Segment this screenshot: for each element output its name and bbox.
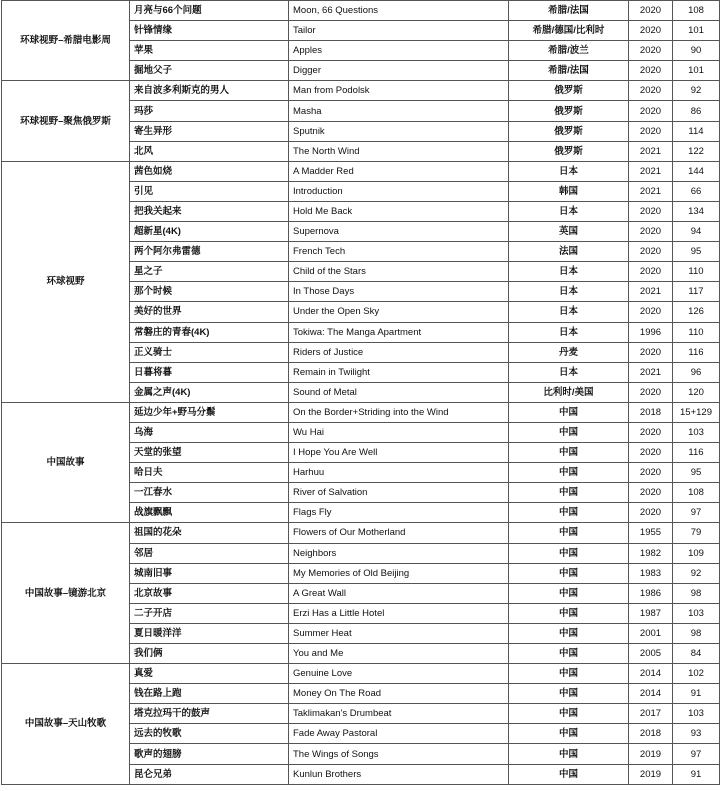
year: 2020 bbox=[629, 242, 673, 262]
chinese-title: 乌海 bbox=[130, 422, 289, 442]
year: 2020 bbox=[629, 21, 673, 41]
country: 中国 bbox=[509, 724, 629, 744]
country: 中国 bbox=[509, 463, 629, 483]
year: 2001 bbox=[629, 623, 673, 643]
runtime: 103 bbox=[673, 704, 720, 724]
year: 2020 bbox=[629, 443, 673, 463]
year: 1955 bbox=[629, 523, 673, 543]
chinese-title: 夏日暖洋洋 bbox=[130, 623, 289, 643]
runtime: 144 bbox=[673, 161, 720, 181]
year: 1986 bbox=[629, 583, 673, 603]
table-row bbox=[2, 1, 720, 21]
country: 希腊/法国 bbox=[509, 61, 629, 81]
english-title: The North Wind bbox=[289, 141, 509, 161]
runtime: 84 bbox=[673, 644, 720, 664]
chinese-title: 那个时候 bbox=[130, 282, 289, 302]
country: 中国 bbox=[509, 603, 629, 623]
runtime: 134 bbox=[673, 201, 720, 221]
country: 日本 bbox=[509, 322, 629, 342]
runtime: 97 bbox=[673, 744, 720, 764]
english-title: A Great Wall bbox=[289, 583, 509, 603]
english-title: Money On The Road bbox=[289, 684, 509, 704]
year: 2020 bbox=[629, 61, 673, 81]
country: 俄罗斯 bbox=[509, 121, 629, 141]
chinese-title: 二子开店 bbox=[130, 603, 289, 623]
table-row bbox=[2, 161, 720, 181]
chinese-title: 昆仑兄弟 bbox=[130, 764, 289, 784]
film-schedule-table bbox=[1, 0, 720, 785]
english-title: Genuine Love bbox=[289, 664, 509, 684]
country: 中国 bbox=[509, 543, 629, 563]
country: 中国 bbox=[509, 443, 629, 463]
country: 俄罗斯 bbox=[509, 141, 629, 161]
runtime: 86 bbox=[673, 101, 720, 121]
year: 2020 bbox=[629, 422, 673, 442]
year: 2020 bbox=[629, 81, 673, 101]
table-body bbox=[2, 1, 720, 785]
country: 中国 bbox=[509, 563, 629, 583]
country: 丹麦 bbox=[509, 342, 629, 362]
english-title: In Those Days bbox=[289, 282, 509, 302]
country: 中国 bbox=[509, 644, 629, 664]
chinese-title: 美好的世界 bbox=[130, 302, 289, 322]
english-title: A Madder Red bbox=[289, 161, 509, 181]
english-title: The Wings of Songs bbox=[289, 744, 509, 764]
english-title: Taklimakan's Drumbeat bbox=[289, 704, 509, 724]
runtime: 109 bbox=[673, 543, 720, 563]
year: 2020 bbox=[629, 483, 673, 503]
year: 1996 bbox=[629, 322, 673, 342]
english-title: Remain in Twilight bbox=[289, 362, 509, 382]
english-title: Hold Me Back bbox=[289, 201, 509, 221]
chinese-title: 月亮与66个问题 bbox=[130, 1, 289, 21]
country: 日本 bbox=[509, 262, 629, 282]
chinese-title: 常磐庄的青春(4K) bbox=[130, 322, 289, 342]
chinese-title: 金属之声(4K) bbox=[130, 382, 289, 402]
runtime: 93 bbox=[673, 724, 720, 744]
country: 俄罗斯 bbox=[509, 101, 629, 121]
country: 中国 bbox=[509, 684, 629, 704]
year: 2020 bbox=[629, 342, 673, 362]
country: 中国 bbox=[509, 503, 629, 523]
english-title: Neighbors bbox=[289, 543, 509, 563]
runtime: 101 bbox=[673, 21, 720, 41]
section-name: 环球视野–聚焦俄罗斯 bbox=[2, 81, 130, 161]
table-row bbox=[2, 402, 720, 422]
english-title: Under the Open Sky bbox=[289, 302, 509, 322]
country: 日本 bbox=[509, 362, 629, 382]
chinese-title: 两个阿尔弗雷德 bbox=[130, 242, 289, 262]
runtime: 92 bbox=[673, 563, 720, 583]
year: 2019 bbox=[629, 764, 673, 784]
chinese-title: 茜色如烧 bbox=[130, 161, 289, 181]
runtime: 79 bbox=[673, 523, 720, 543]
english-title: Harhuu bbox=[289, 463, 509, 483]
country: 比利时/美国 bbox=[509, 382, 629, 402]
country: 韩国 bbox=[509, 181, 629, 201]
runtime: 66 bbox=[673, 181, 720, 201]
chinese-title: 北风 bbox=[130, 141, 289, 161]
chinese-title: 哈日夫 bbox=[130, 463, 289, 483]
year: 2020 bbox=[629, 302, 673, 322]
chinese-title: 战旗飘飘 bbox=[130, 503, 289, 523]
year: 2021 bbox=[629, 181, 673, 201]
country: 日本 bbox=[509, 302, 629, 322]
english-title: Riders of Justice bbox=[289, 342, 509, 362]
english-title: Erzi Has a Little Hotel bbox=[289, 603, 509, 623]
chinese-title: 钱在路上跑 bbox=[130, 684, 289, 704]
chinese-title: 祖国的花朵 bbox=[130, 523, 289, 543]
table-row bbox=[2, 664, 720, 684]
english-title: Apples bbox=[289, 41, 509, 61]
runtime: 98 bbox=[673, 583, 720, 603]
runtime: 110 bbox=[673, 262, 720, 282]
country: 俄罗斯 bbox=[509, 81, 629, 101]
chinese-title: 歌声的翅膀 bbox=[130, 744, 289, 764]
year: 2020 bbox=[629, 382, 673, 402]
chinese-title: 引见 bbox=[130, 181, 289, 201]
year: 2020 bbox=[629, 101, 673, 121]
english-title: Tokiwa: The Manga Apartment bbox=[289, 322, 509, 342]
year: 2021 bbox=[629, 141, 673, 161]
runtime: 97 bbox=[673, 503, 720, 523]
chinese-title: 正义骑士 bbox=[130, 342, 289, 362]
year: 2014 bbox=[629, 684, 673, 704]
chinese-title: 玛莎 bbox=[130, 101, 289, 121]
english-title: Child of the Stars bbox=[289, 262, 509, 282]
year: 2020 bbox=[629, 503, 673, 523]
country: 中国 bbox=[509, 583, 629, 603]
year: 1983 bbox=[629, 563, 673, 583]
year: 2021 bbox=[629, 161, 673, 181]
year: 2020 bbox=[629, 121, 673, 141]
chinese-title: 日暮将暮 bbox=[130, 362, 289, 382]
section-name: 中国故事–镜游北京 bbox=[2, 523, 130, 664]
runtime: 94 bbox=[673, 222, 720, 242]
section-name: 环球视野 bbox=[2, 161, 130, 402]
chinese-title: 北京故事 bbox=[130, 583, 289, 603]
english-title: Fade Away Pastoral bbox=[289, 724, 509, 744]
runtime: 103 bbox=[673, 422, 720, 442]
section-name: 环球视野–希腊电影周 bbox=[2, 1, 130, 81]
chinese-title: 邻居 bbox=[130, 543, 289, 563]
country: 中国 bbox=[509, 523, 629, 543]
year: 2019 bbox=[629, 744, 673, 764]
runtime: 116 bbox=[673, 443, 720, 463]
english-title: Sputnik bbox=[289, 121, 509, 141]
chinese-title: 塔克拉玛干的鼓声 bbox=[130, 704, 289, 724]
year: 2021 bbox=[629, 362, 673, 382]
chinese-title: 真爱 bbox=[130, 664, 289, 684]
year: 2020 bbox=[629, 222, 673, 242]
year: 2020 bbox=[629, 1, 673, 21]
chinese-title: 寄生异形 bbox=[130, 121, 289, 141]
country: 中国 bbox=[509, 483, 629, 503]
country: 中国 bbox=[509, 623, 629, 643]
runtime: 98 bbox=[673, 623, 720, 643]
english-title: Tailor bbox=[289, 21, 509, 41]
runtime: 120 bbox=[673, 382, 720, 402]
chinese-title: 超新星(4K) bbox=[130, 222, 289, 242]
runtime: 15+129 bbox=[673, 402, 720, 422]
year: 2021 bbox=[629, 282, 673, 302]
runtime: 103 bbox=[673, 603, 720, 623]
runtime: 91 bbox=[673, 764, 720, 784]
country: 日本 bbox=[509, 282, 629, 302]
runtime: 108 bbox=[673, 1, 720, 21]
country: 法国 bbox=[509, 242, 629, 262]
runtime: 90 bbox=[673, 41, 720, 61]
runtime: 114 bbox=[673, 121, 720, 141]
chinese-title: 我们俩 bbox=[130, 644, 289, 664]
country: 英国 bbox=[509, 222, 629, 242]
country: 希腊/波兰 bbox=[509, 41, 629, 61]
chinese-title: 来自波多利斯克的男人 bbox=[130, 81, 289, 101]
runtime: 122 bbox=[673, 141, 720, 161]
runtime: 95 bbox=[673, 463, 720, 483]
runtime: 102 bbox=[673, 664, 720, 684]
chinese-title: 远去的牧歌 bbox=[130, 724, 289, 744]
section-name: 中国故事–天山牧歌 bbox=[2, 664, 130, 785]
runtime: 96 bbox=[673, 362, 720, 382]
chinese-title: 掘地父子 bbox=[130, 61, 289, 81]
country: 中国 bbox=[509, 764, 629, 784]
english-title: Introduction bbox=[289, 181, 509, 201]
chinese-title: 一江春水 bbox=[130, 483, 289, 503]
english-title: Flowers of Our Motherland bbox=[289, 523, 509, 543]
country: 日本 bbox=[509, 201, 629, 221]
table-row bbox=[2, 523, 720, 543]
year: 2020 bbox=[629, 262, 673, 282]
runtime: 116 bbox=[673, 342, 720, 362]
chinese-title: 天堂的张望 bbox=[130, 443, 289, 463]
section-name: 中国故事 bbox=[2, 402, 130, 523]
country: 中国 bbox=[509, 402, 629, 422]
country: 日本 bbox=[509, 161, 629, 181]
chinese-title: 城南旧事 bbox=[130, 563, 289, 583]
english-title: Supernova bbox=[289, 222, 509, 242]
country: 中国 bbox=[509, 704, 629, 724]
year: 2018 bbox=[629, 724, 673, 744]
chinese-title: 星之子 bbox=[130, 262, 289, 282]
year: 2020 bbox=[629, 201, 673, 221]
year: 2017 bbox=[629, 704, 673, 724]
runtime: 95 bbox=[673, 242, 720, 262]
english-title: Kunlun Brothers bbox=[289, 764, 509, 784]
runtime: 126 bbox=[673, 302, 720, 322]
english-title: Man from Podolsk bbox=[289, 81, 509, 101]
runtime: 92 bbox=[673, 81, 720, 101]
table-row bbox=[2, 81, 720, 101]
year: 2020 bbox=[629, 463, 673, 483]
english-title: Masha bbox=[289, 101, 509, 121]
country: 希腊/法国 bbox=[509, 1, 629, 21]
year: 2014 bbox=[629, 664, 673, 684]
runtime: 108 bbox=[673, 483, 720, 503]
english-title: My Memories of Old Beijing bbox=[289, 563, 509, 583]
english-title: French Tech bbox=[289, 242, 509, 262]
english-title: I Hope You Are Well bbox=[289, 443, 509, 463]
runtime: 91 bbox=[673, 684, 720, 704]
year: 1982 bbox=[629, 543, 673, 563]
english-title: Summer Heat bbox=[289, 623, 509, 643]
country: 中国 bbox=[509, 422, 629, 442]
english-title: Moon, 66 Questions bbox=[289, 1, 509, 21]
english-title: Sound of Metal bbox=[289, 382, 509, 402]
chinese-title: 针锋情缘 bbox=[130, 21, 289, 41]
runtime: 101 bbox=[673, 61, 720, 81]
english-title: Wu Hai bbox=[289, 422, 509, 442]
chinese-title: 苹果 bbox=[130, 41, 289, 61]
english-title: You and Me bbox=[289, 644, 509, 664]
english-title: On the Border+Striding into the Wind bbox=[289, 402, 509, 422]
english-title: River of Salvation bbox=[289, 483, 509, 503]
runtime: 110 bbox=[673, 322, 720, 342]
country: 中国 bbox=[509, 664, 629, 684]
year: 2018 bbox=[629, 402, 673, 422]
english-title: Flags Fly bbox=[289, 503, 509, 523]
english-title: Digger bbox=[289, 61, 509, 81]
year: 2020 bbox=[629, 41, 673, 61]
year: 1987 bbox=[629, 603, 673, 623]
chinese-title: 把我关起来 bbox=[130, 201, 289, 221]
runtime: 117 bbox=[673, 282, 720, 302]
country: 希腊/德国/比利时 bbox=[509, 21, 629, 41]
country: 中国 bbox=[509, 744, 629, 764]
year: 2005 bbox=[629, 644, 673, 664]
chinese-title: 延边少年+野马分鬃 bbox=[130, 402, 289, 422]
